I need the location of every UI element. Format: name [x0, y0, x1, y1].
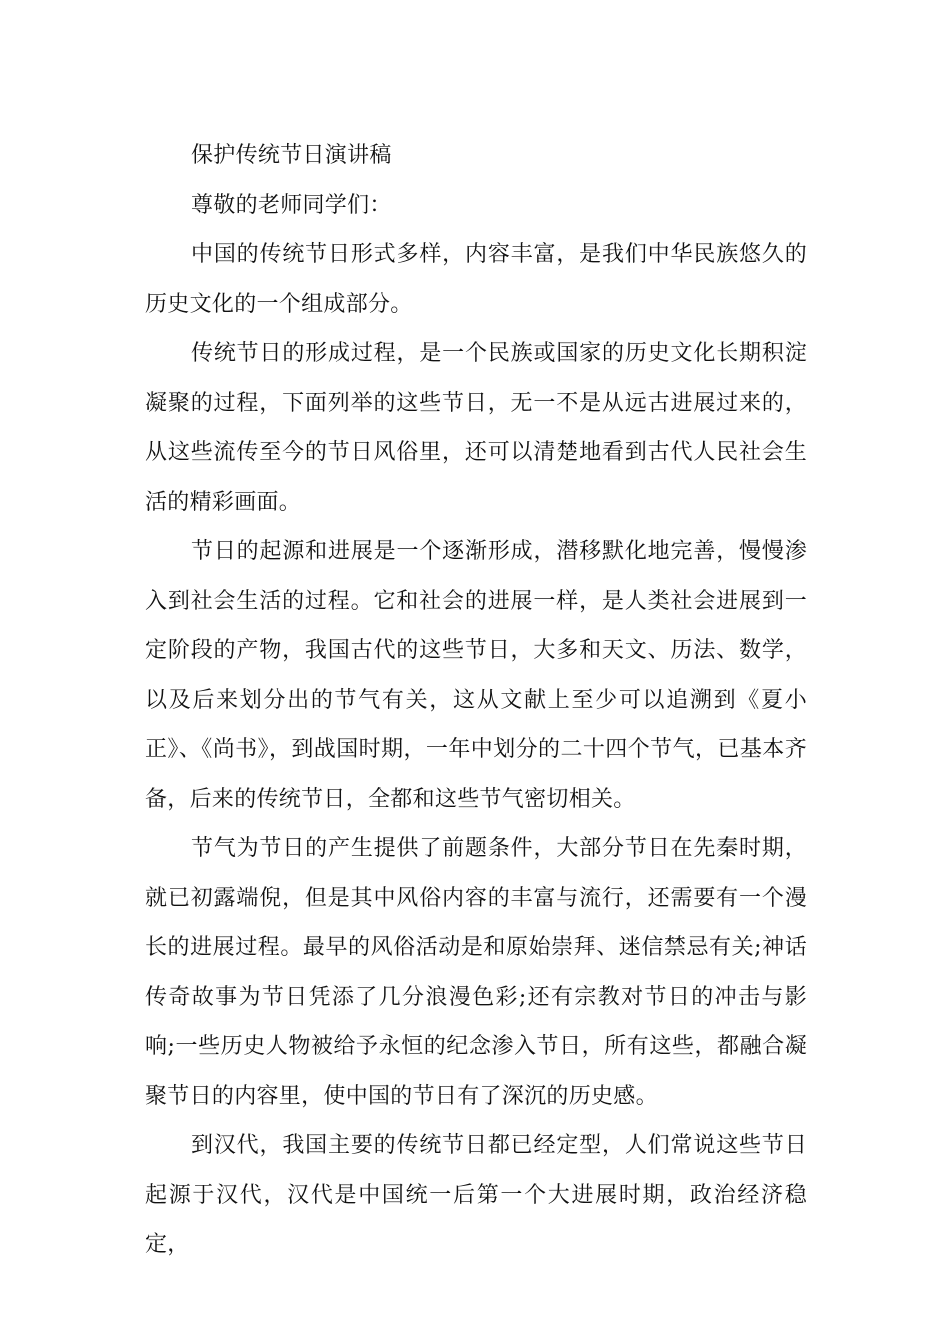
document-title: 保护传统节日演讲稿: [191, 143, 392, 168]
document-body: [145, 131, 807, 1270]
paragraph-1: 中国的传统节日形式多样，内容丰富，是我们中华民族悠久的历史文化的一个组成部分。: [145, 242, 807, 317]
paragraph-3: 节日的起源和进展是一个逐渐形成，潜移默化地完善，慢慢渗入到社会生活的过程。它和社会的进展一样，是人类社会进展到一定阶段的产物，我国古代的这些节日，大多和天文、历法、数学，以及后来划分出的节气有关，这从文献上至少可以追溯到《夏小正》、《尚书》，到战国时期，一年中划分的二十四个节气，已基本齐备，后来的传统节日，全都和这些节气密切相关。: [145, 539, 807, 812]
paragraph-5: 到汉代，我国主要的传统节日都已经定型，人们常说这些节日起源于汉代，汉代是中国统一后第一个大进展时期，政治经济稳定，: [145, 1133, 807, 1257]
greeting: 尊敬的老师同学们：: [191, 192, 392, 218]
paragraph-2: 传统节日的形成过程，是一个民族或国家的历史文化长期积淀凝聚的过程，下面列举的这些节日，无一不是从远古进展过来的，从这些流传至今的节日风俗里，还可以清楚地看到古代人民社会生活的精彩画面。: [145, 341, 807, 515]
paragraph-4: 节气为节日的产生提供了前题条件，大部分节日在先秦时期，就已初露端倪，但是其中风俗内容的丰富与流行，还需要有一个漫长的进展过程。最早的风俗活动是和原始崇拜、迷信禁忌有关;神话传奇故事为节日凭添了几分浪漫色彩;还有宗教对节日的冲击与影响;一些历史人物被给予永恒的纪念渗入节日，所有这些，都融合凝聚节日的内容里，使中国的节日有了深沉的历史感。: [145, 836, 807, 1109]
